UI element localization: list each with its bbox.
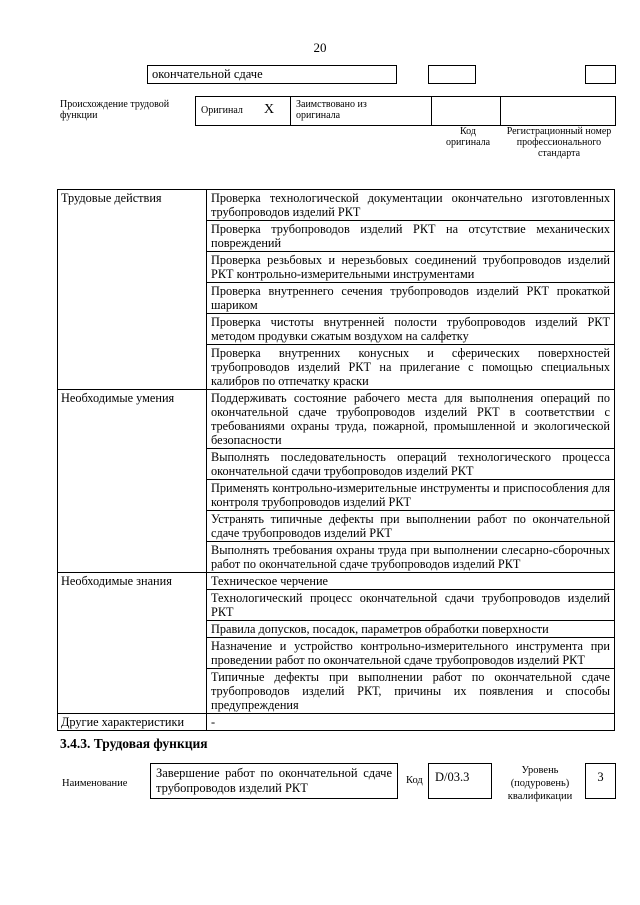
code-box-empty [428,65,476,84]
code-label: Код [406,775,423,786]
original-code-cell [431,96,501,126]
list-item: Проверка внутренних конусных и сферических поверхностей трубопроводов изделий РКТ на прилегание с помощью специальных калибров по отпечатку краски [207,345,615,390]
row-header-other: Другие характеристики [58,714,207,731]
list-item: Применять контрольно-измерительные инструменты и приспособления для контроля трубопроводов изделий РКТ [207,480,615,511]
original-label: Оригинал [201,105,243,116]
list-item: Проверка внутреннего сечения трубопроводов изделий РКТ прокаткой шариком [207,283,615,314]
labor-function-table [57,189,615,731]
list-item: Выполнять требования охраны труда при выполнении слесарно-сборочных работ по окончательной сдаче трубопроводов изделий РКТ [207,542,615,573]
level-label: Уровень (подуровень) квалификации [507,765,573,802]
list-item: Выполнять последовательность операций технологического процесса окончательной сдачи трубопроводов изделий РКТ [207,449,615,480]
reg-number-cell [500,96,616,126]
list-item: Проверка резьбовых и нерезьбовых соединений трубопроводов изделий РКТ контрольно-измерительными инструментами [207,252,615,283]
level-value-box: 3 [585,763,616,799]
page-number: 20 [313,40,327,55]
table-row [58,190,615,221]
list-item: Проверка трубопроводов изделий РКТ на отсутствие механических повреждений [207,221,615,252]
list-item: Технологический процесс окончательной сдачи трубопроводов изделий РКТ [207,590,615,621]
borrowed-label: Заимствовано из оригинала [296,99,367,121]
code-original-label: Код оригинала [445,126,491,148]
name-label: Наименование [62,778,128,789]
list-item: Поддерживать состояние рабочего места для выполнения операций по окончательной сдаче трубопроводов изделий РКТ в соответствии с требованиями охраны труда, пожарной, промышленной и экологической безопасности [207,390,615,449]
list-item: Устранять типичные дефекты при выполнении работ по окончательной сдаче трубопроводов изделий РКТ [207,511,615,542]
row-header-skills: Необходимые умения [58,390,207,573]
function-name-continuation: окончательной сдаче [147,65,397,84]
function-name-box: Завершение работ по окончательной сдаче трубопроводов изделий РКТ [150,763,398,799]
table-row [58,390,615,449]
origin-label: Происхождение трудовой функции [60,99,170,121]
row-header-actions: Трудовые действия [58,190,207,390]
original-mark: X [264,102,275,117]
code-value-box: D/03.3 [428,763,492,799]
table-row [58,714,615,731]
list-item: Проверка чистоты внутренней полости трубопроводов изделий РКТ методом продувки сжатым воздухом на салфетку [207,314,615,345]
list-item: Правила допусков, посадок, параметров обработки поверхности [207,621,615,638]
section-heading: 3.4.3. Трудовая функция [60,736,208,751]
level-box-empty [585,65,616,84]
list-item: Назначение и устройство контрольно-измерительного инструмента при проведении работ по окончательной сдаче трубопроводов изделий РКТ [207,638,615,669]
list-item: Типичные дефекты при выполнении работ по окончательной сдаче трубопроводов изделий РКТ, причины их появления и способы предупреждения [207,669,615,714]
table-row [58,573,615,590]
list-item: Техническое черчение [207,573,615,590]
list-item: - [207,714,615,731]
list-item: Проверка технологической документации окончательно изготовленных трубопроводов изделий РКТ [207,190,615,221]
row-header-knowledge: Необходимые знания [58,573,207,714]
reg-number-label: Регистрационный номер профессионального стандарта [506,126,612,159]
